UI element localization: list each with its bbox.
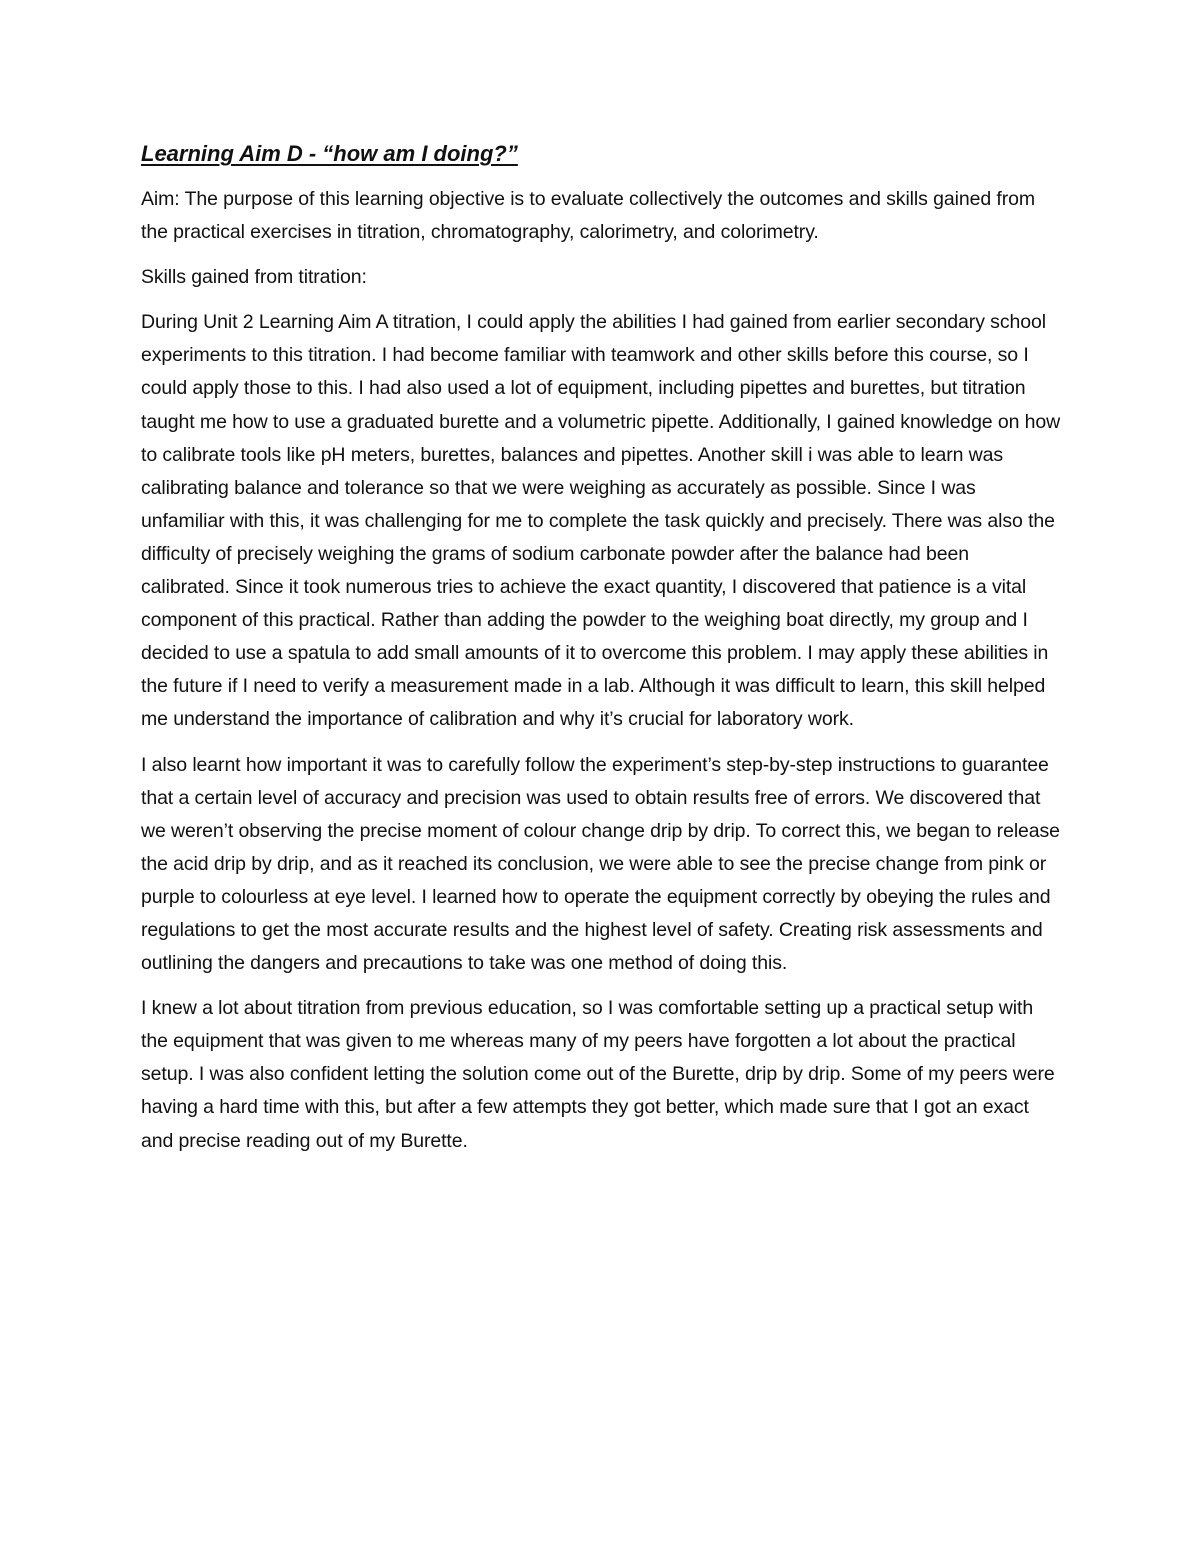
- document-title: Learning Aim D - “how am I doing?”: [141, 141, 518, 166]
- aim-paragraph: Aim: The purpose of this learning objective is to evaluate collectively the outcomes and skills gained from the practical exercises in titration, chromatography, calorimetry, and colorimetry.: [141, 188, 1035, 244]
- section-heading-skills-titration: Skills gained from titration:: [141, 266, 367, 289]
- document-page: [141, 138, 1063, 1170]
- body-paragraph: During Unit 2 Learning Aim A titration, I could apply the abilities I had gained from earlier secondary school experiments to this titration. I had become familiar with teamwork and other skills before this course, so I could apply those to this. I had also used a lot of equipment, including pipettes and burettes, but titration taught me how to use a graduated burette and a volumetric pipette. Additionally, I gained knowledge on how to calibrate tools like pH meters, burettes, balances and pipettes. Another skill i was able to learn was calibrating balance and tolerance so that we were weighing as accurately as possible. Since I was unfamiliar with this, it was challenging for me to complete the task quickly and precisely. There was also the difficulty of precisely weighing the grams of sodium carbonate powder after the balance had been calibrated. Since it took numerous tries to achieve the exact quantity, I discovered that patience is a vital component of this practical. Rather than adding the powder to the weighing boat directly, my group and I decided to use a spatula to add small amounts of it to overcome this problem. I may apply these abilities in the future if I need to verify a measurement made in a lab. Although it was difficult to learn, this skill helped me understand the importance of calibration and why it’s crucial for laboratory work.: [141, 311, 1061, 731]
- body-paragraph: I also learnt how important it was to carefully follow the experiment’s step-by-step instructions to guarantee that a certain level of accuracy and precision was used to obtain results free of errors. We discovered that we weren’t observing the precise moment of colour change drip by drip. To correct this, we began to release the acid drip by drip, and as it reached its conclusion, we were able to see the precise change from pink or purple to colourless at eye level. I learned how to operate the equipment correctly by obeying the rules and regulations to get the most accurate results and the highest level of safety. Creating risk assessments and outlining the dangers and precautions to take was one method of doing this.: [141, 753, 1060, 975]
- body-paragraph: I knew a lot about titration from previous education, so I was comfortable setting up a practical setup with the equipment that was given to me whereas many of my peers have forgotten a lot about the practical setup. I was also confident letting the solution come out of the Burette, drip by drip. Some of my peers were having a hard time with this, but after a few attempts they got better, which made sure that I got an exact and precise reading out of my Burette.: [141, 997, 1055, 1152]
